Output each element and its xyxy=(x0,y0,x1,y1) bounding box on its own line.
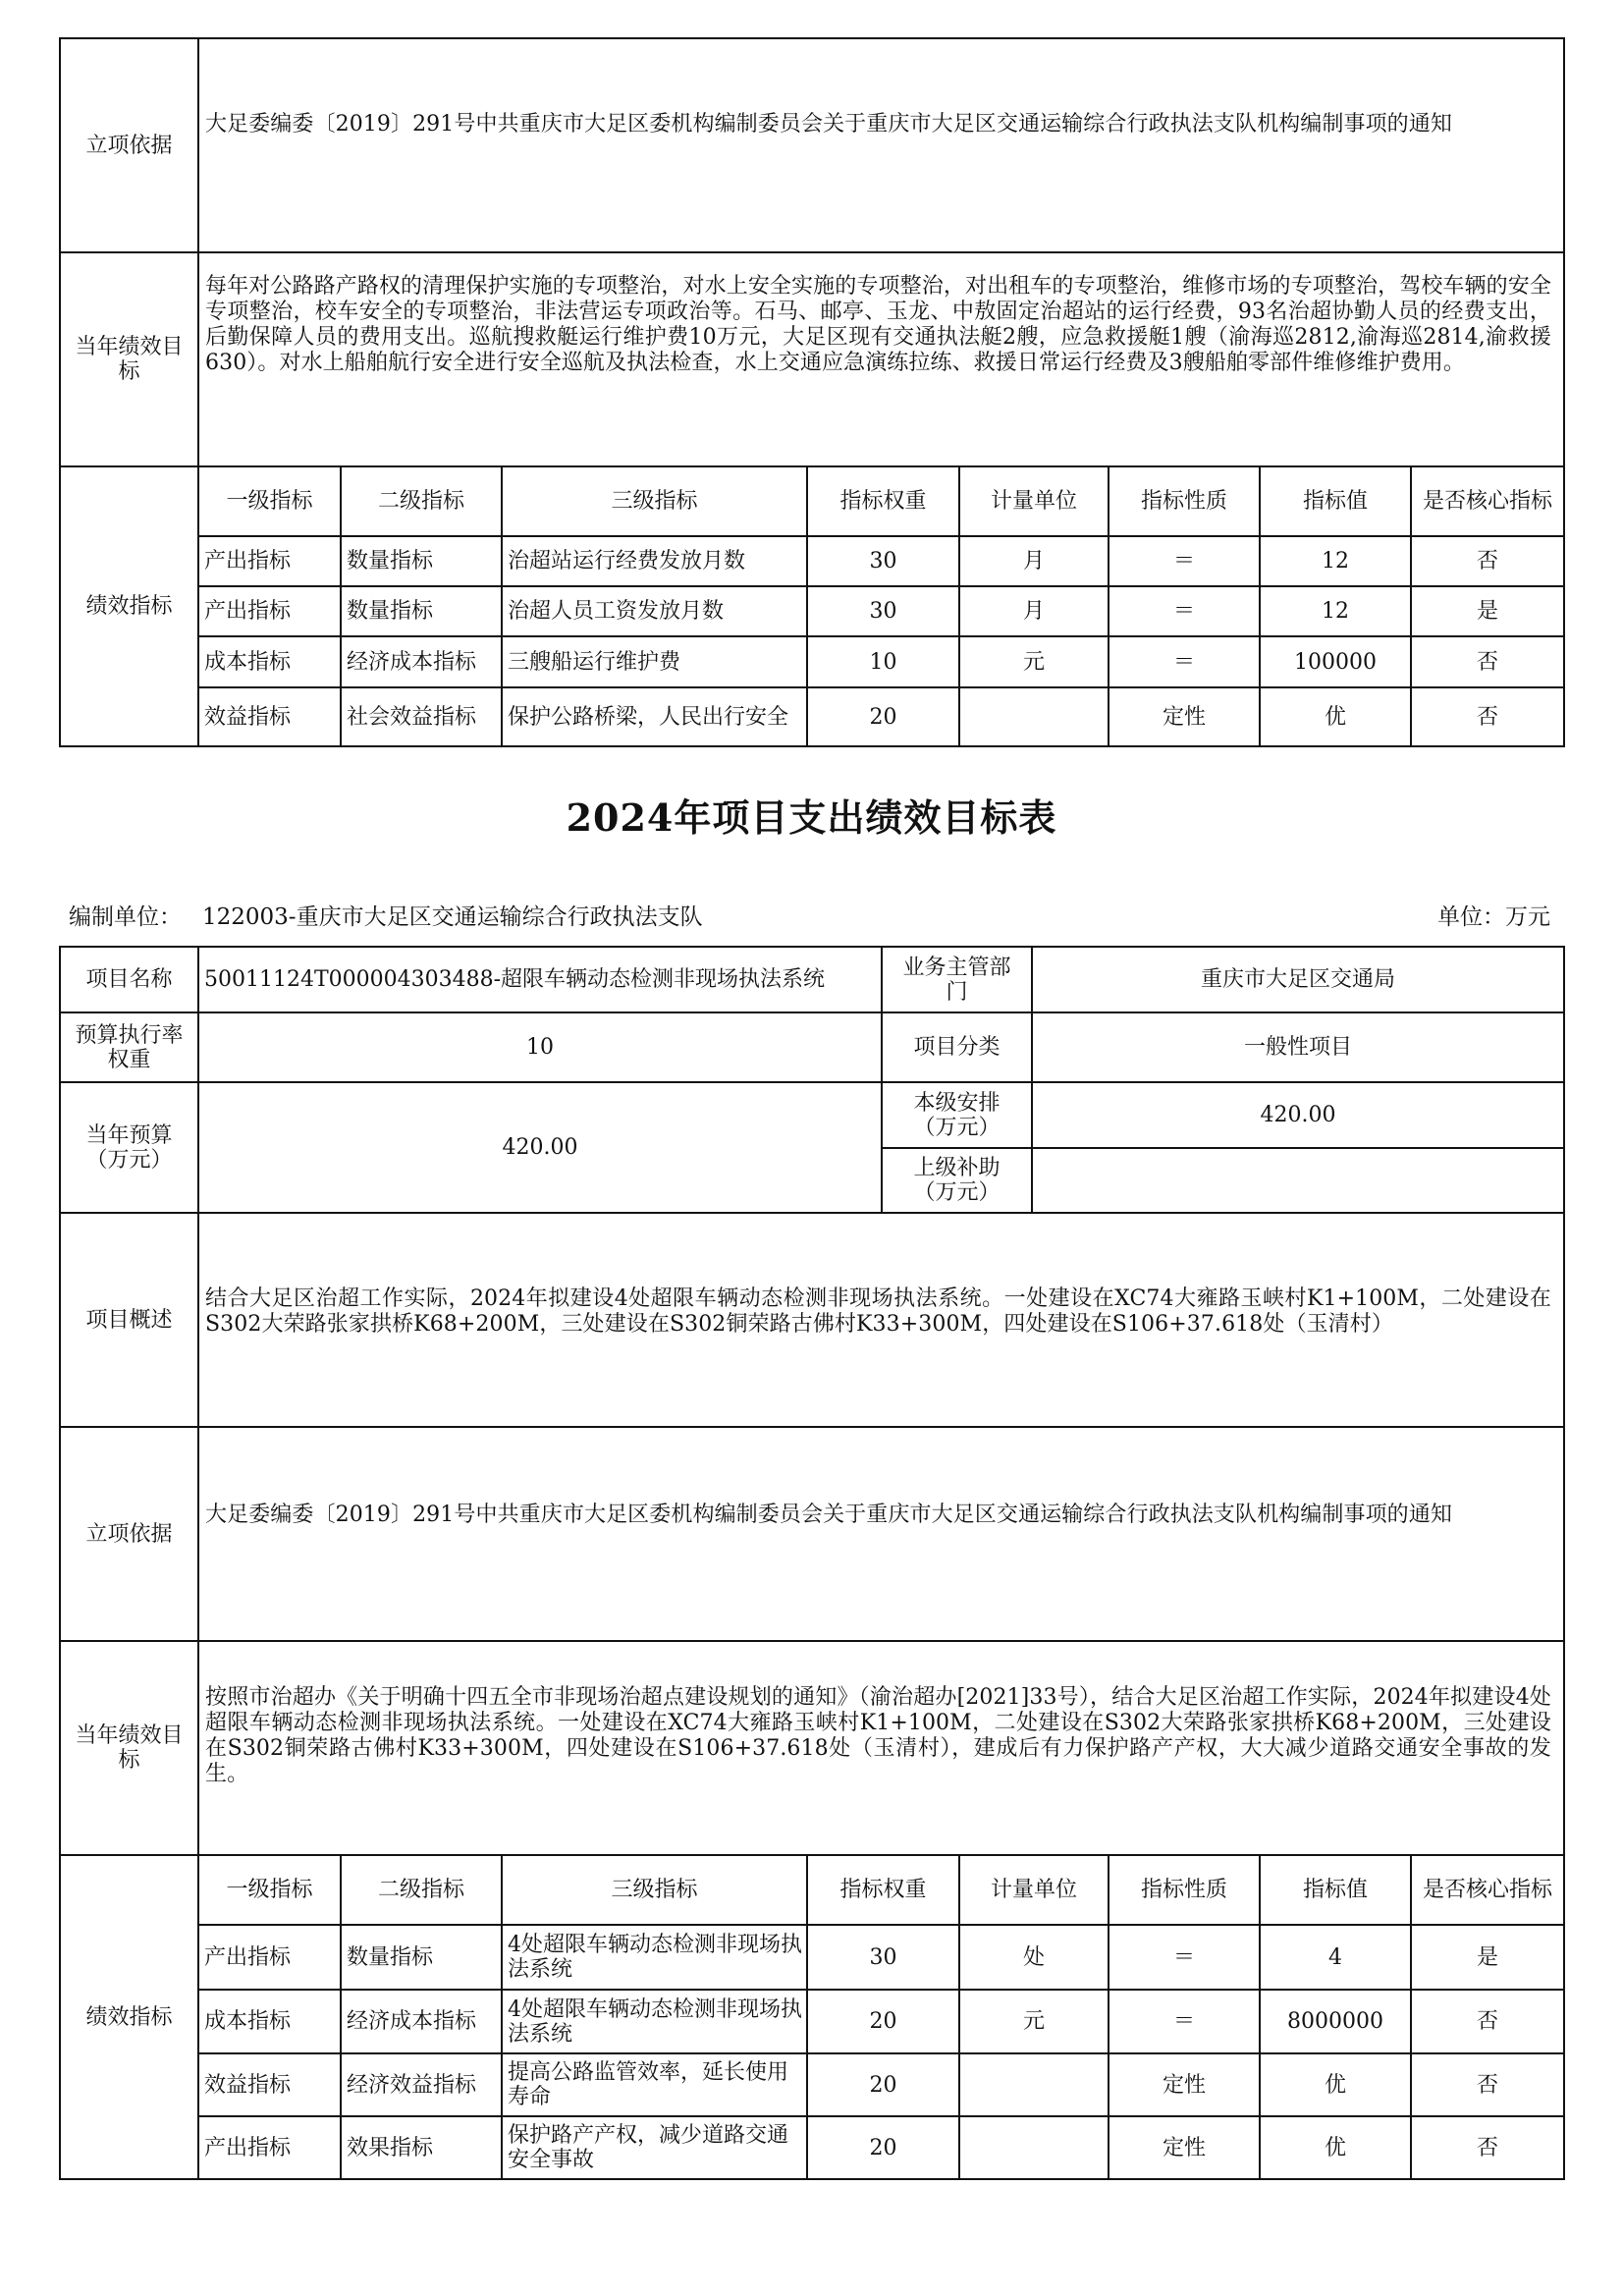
indicator1-row-1-nature: ＝ xyxy=(1172,549,1195,574)
local-fund-value: 420.00 xyxy=(1260,1103,1336,1127)
indicator1-row-1-core: 否 xyxy=(1476,549,1498,574)
project-name-value: 50011124T000004303488-超限车辆动态检测非现场执法系统 xyxy=(204,967,826,992)
dept-label: 业务主管部门 xyxy=(902,955,1011,1005)
overview-label: 项目概述 xyxy=(85,1307,173,1333)
exec-weight-value: 10 xyxy=(526,1035,554,1060)
indicator1-row-4-level3: 保护公路桥梁，人民出行安全 xyxy=(508,704,789,730)
indicator2-row-1-level3: 4处超限车辆动态检测非现场执法系统 xyxy=(508,1933,802,1982)
indicator1-row-1-unit: 月 xyxy=(1022,549,1045,574)
indicator2-row-4-level1: 产出指标 xyxy=(204,2135,292,2160)
indicator2-row-1-value: 4 xyxy=(1328,1944,1342,1970)
page-title: 2024年项目支出绩效目标表 xyxy=(566,795,1057,840)
local-fund-label: 本级安排（万元） xyxy=(913,1090,1001,1140)
indicator1-row-2-level3: 治超人员工资发放月数 xyxy=(508,599,725,624)
indicator2-row-4-value: 优 xyxy=(1324,2135,1346,2160)
indicator2-row-3-value: 优 xyxy=(1324,2072,1346,2098)
annual-goal-text-2: 按照市治超办《关于明确十四五全市非现场治超点建设规划的通知》（渝治超办[2021]33号），结合大足区治超工作实际，2024年拟建设4处超限车辆动态检测非现场执法系统。一处建设在XC74大雍路玉峡村K1+100M，二处建设在S302大荣路张家拱桥K68+200M，三处建设在S302铜荣路古佛村K33+300M，四处建设在S106+37.618处（玉清村），建成后有力保护路产产权，大大减少道路交通安全事故的发生。 xyxy=(205,1685,1551,1786)
indicator2-row-3-level3: 提高公路监管效率，延长使用寿命 xyxy=(508,2060,789,2109)
compiler-value: 122003-重庆市大足区交通运输综合行政执法支队 xyxy=(202,904,703,930)
indicator2-row-3-level2: 经济效益指标 xyxy=(347,2072,477,2098)
indicator2-row-2-core: 否 xyxy=(1476,2009,1498,2034)
indicator1-header-weight: 指标权重 xyxy=(839,489,927,514)
indicators-label: 绩效指标 xyxy=(85,594,173,619)
indicator1-header-level3: 三级指标 xyxy=(611,489,698,514)
category-value: 一般性项目 xyxy=(1243,1035,1352,1060)
indicator2-row-3-weight: 20 xyxy=(869,2072,897,2098)
basis-label-2: 立项依据 xyxy=(85,1521,173,1547)
indicator2-row-4-unit xyxy=(960,2117,1108,2178)
indicator1-row-1-level2: 数量指标 xyxy=(347,549,434,574)
indicator2-header-level1: 一级指标 xyxy=(226,1878,313,1902)
indicators-label-2: 绩效指标 xyxy=(85,2004,173,2030)
indicator1-header-unit: 计量单位 xyxy=(990,489,1077,514)
indicator1-row-3-level1: 成本指标 xyxy=(204,649,292,675)
indicator2-header-unit: 计量单位 xyxy=(990,1878,1077,1902)
indicator1-row-1-level1: 产出指标 xyxy=(204,549,292,574)
indicator1-row-2-level1: 产出指标 xyxy=(204,599,292,624)
indicator1-row-2-level2: 数量指标 xyxy=(347,599,434,624)
annual-goal-label: 当年绩效目标 xyxy=(75,335,184,384)
dept-value: 重庆市大足区交通局 xyxy=(1200,967,1395,992)
indicator2-row-3-core: 否 xyxy=(1476,2072,1498,2098)
annual-goal-label-2: 当年绩效目标 xyxy=(75,1723,184,1773)
indicator1-row-2-unit: 月 xyxy=(1022,599,1045,624)
annual-budget-label: 当年预算（万元） xyxy=(85,1122,173,1173)
indicator1-row-4-value: 优 xyxy=(1324,704,1346,730)
indicator1-header-value: 指标值 xyxy=(1302,489,1368,514)
indicator1-row-3-value: 100000 xyxy=(1294,649,1377,675)
indicator2-row-3-unit xyxy=(960,2054,1108,2115)
indicator2-row-4-weight: 20 xyxy=(869,2135,897,2160)
indicator2-row-2-value: 8000000 xyxy=(1287,2009,1383,2034)
indicator2-row-2-level3: 4处超限车辆动态检测非现场执法系统 xyxy=(508,1996,802,2047)
indicator2-row-1-level2: 数量指标 xyxy=(347,1944,434,1970)
unit-label: 单位：万元 xyxy=(1437,904,1550,930)
indicator2-row-1-core: 是 xyxy=(1476,1944,1498,1970)
indicator1-row-4-weight: 20 xyxy=(869,704,897,730)
project-name-label: 项目名称 xyxy=(85,967,173,992)
exec-weight-label: 预算执行率权重 xyxy=(75,1022,184,1072)
indicator1-row-4-core: 否 xyxy=(1476,704,1498,730)
indicator2-row-4-core: 否 xyxy=(1476,2135,1498,2160)
indicator2-row-2-nature: ＝ xyxy=(1172,2009,1195,2034)
basis-text-2: 大足委编委〔2019〕291号中共重庆市大足区委机构编制委员会关于重庆市大足区交通运输综合行政执法支队机构编制事项的通知 xyxy=(205,1503,1452,1527)
indicator1-row-3-level3: 三艘船运行维护费 xyxy=(508,649,681,675)
indicator1-row-4-level1: 效益指标 xyxy=(204,704,292,730)
indicator1-row-4-level2: 社会效益指标 xyxy=(347,704,477,730)
indicator1-row-1-level3: 治超站运行经费发放月数 xyxy=(508,549,746,574)
indicator1-row-1-weight: 30 xyxy=(869,549,897,574)
indicator2-header-value: 指标值 xyxy=(1302,1878,1368,1902)
indicator2-row-4-level2: 效果指标 xyxy=(347,2135,434,2160)
indicator1-row-2-value: 12 xyxy=(1322,599,1349,624)
indicator1-row-3-unit: 元 xyxy=(1022,649,1045,675)
indicator1-row-2-nature: ＝ xyxy=(1172,599,1195,624)
indicator2-row-3-nature: 定性 xyxy=(1162,2072,1206,2098)
indicator1-row-3-level2: 经济成本指标 xyxy=(347,649,477,675)
indicator2-row-2-weight: 20 xyxy=(869,2009,897,2034)
indicator1-row-2-core: 是 xyxy=(1476,599,1498,624)
indicator2-row-4-nature: 定性 xyxy=(1162,2135,1206,2160)
indicator2-row-3-level1: 效益指标 xyxy=(204,2072,292,2098)
annual-budget-value: 420.00 xyxy=(502,1135,578,1160)
basis-label: 立项依据 xyxy=(85,133,173,158)
indicator1-row-1-value: 12 xyxy=(1322,549,1349,574)
indicator1-row-3-nature: ＝ xyxy=(1172,649,1195,675)
indicator2-header-nature: 指标性质 xyxy=(1140,1878,1227,1902)
overview-text: 结合大足区治超工作实际，2024年拟建设4处超限车辆动态检测非现场执法系统。一处建设在XC74大雍路玉峡村K1+100M，二处建设在S302大荣路张家拱桥K68+200M，三处建设在S302铜荣路古佛村K33+300M，四处建设在S106+37.618处（玉清村） xyxy=(205,1286,1551,1337)
indicator1-row-4-unit xyxy=(960,688,1108,745)
upper-fund-label: 上级补助（万元） xyxy=(913,1156,1001,1205)
annual-goal-text: 每年对公路路产路权的清理保护实施的专项整治，对水上安全实施的专项整治，对出租车的专项整治，维修市场的专项整治，驾校车辆的安全专项整治，校车安全的专项整治，非法营运专项政治等。石马、邮亭、玉龙、中敖固定治超站的运行经费，93名治超协勤人员的经费支出，后勤保障人员的费用支出。巡航搜救艇运行维护费10万元，大足区现有交通执法艇2艘，应急救援艇1艘（渝海巡2812,渝海巡2814,渝救援630）。对水上船舶航行安全进行安全巡航及执法检查，水上交通应急演练拉练、救援日常运行经费及3艘船舶零部件维修维护费用。 xyxy=(205,274,1551,375)
upper-fund-value xyxy=(1033,1149,1563,1212)
indicator1-row-4-nature: 定性 xyxy=(1162,704,1206,730)
indicator2-header-weight: 指标权重 xyxy=(839,1878,927,1902)
indicator2-row-1-unit: 处 xyxy=(1022,1944,1045,1970)
basis-text: 大足委编委〔2019〕291号中共重庆市大足区委机构编制委员会关于重庆市大足区交通运输综合行政执法支队机构编制事项的通知 xyxy=(205,112,1452,137)
indicator1-header-level1: 一级指标 xyxy=(226,489,313,514)
category-label: 项目分类 xyxy=(913,1035,1001,1060)
indicator2-row-2-unit: 元 xyxy=(1022,2009,1045,2034)
indicator1-header-level2: 二级指标 xyxy=(377,489,464,514)
indicator2-row-1-nature: ＝ xyxy=(1172,1944,1195,1970)
indicator2-row-4-level3: 保护路产产权，减少道路交通安全事故 xyxy=(508,2123,789,2172)
indicator1-header-core: 是否核心指标 xyxy=(1422,489,1552,514)
indicator1-row-3-weight: 10 xyxy=(869,649,897,675)
indicator2-row-2-level1: 成本指标 xyxy=(204,2009,292,2034)
indicator1-header-nature: 指标性质 xyxy=(1140,489,1227,514)
indicator2-header-core: 是否核心指标 xyxy=(1422,1878,1552,1902)
indicator2-header-level2: 二级指标 xyxy=(377,1878,464,1902)
compiler-label: 编制单位： xyxy=(69,904,182,930)
indicator2-row-1-level1: 产出指标 xyxy=(204,1944,292,1970)
indicator2-row-2-level2: 经济成本指标 xyxy=(347,2009,477,2034)
indicator1-row-3-core: 否 xyxy=(1476,649,1498,675)
indicator2-row-1-weight: 30 xyxy=(869,1944,897,1970)
indicator1-row-2-weight: 30 xyxy=(869,599,897,624)
indicator2-header-level3: 三级指标 xyxy=(611,1878,698,1902)
